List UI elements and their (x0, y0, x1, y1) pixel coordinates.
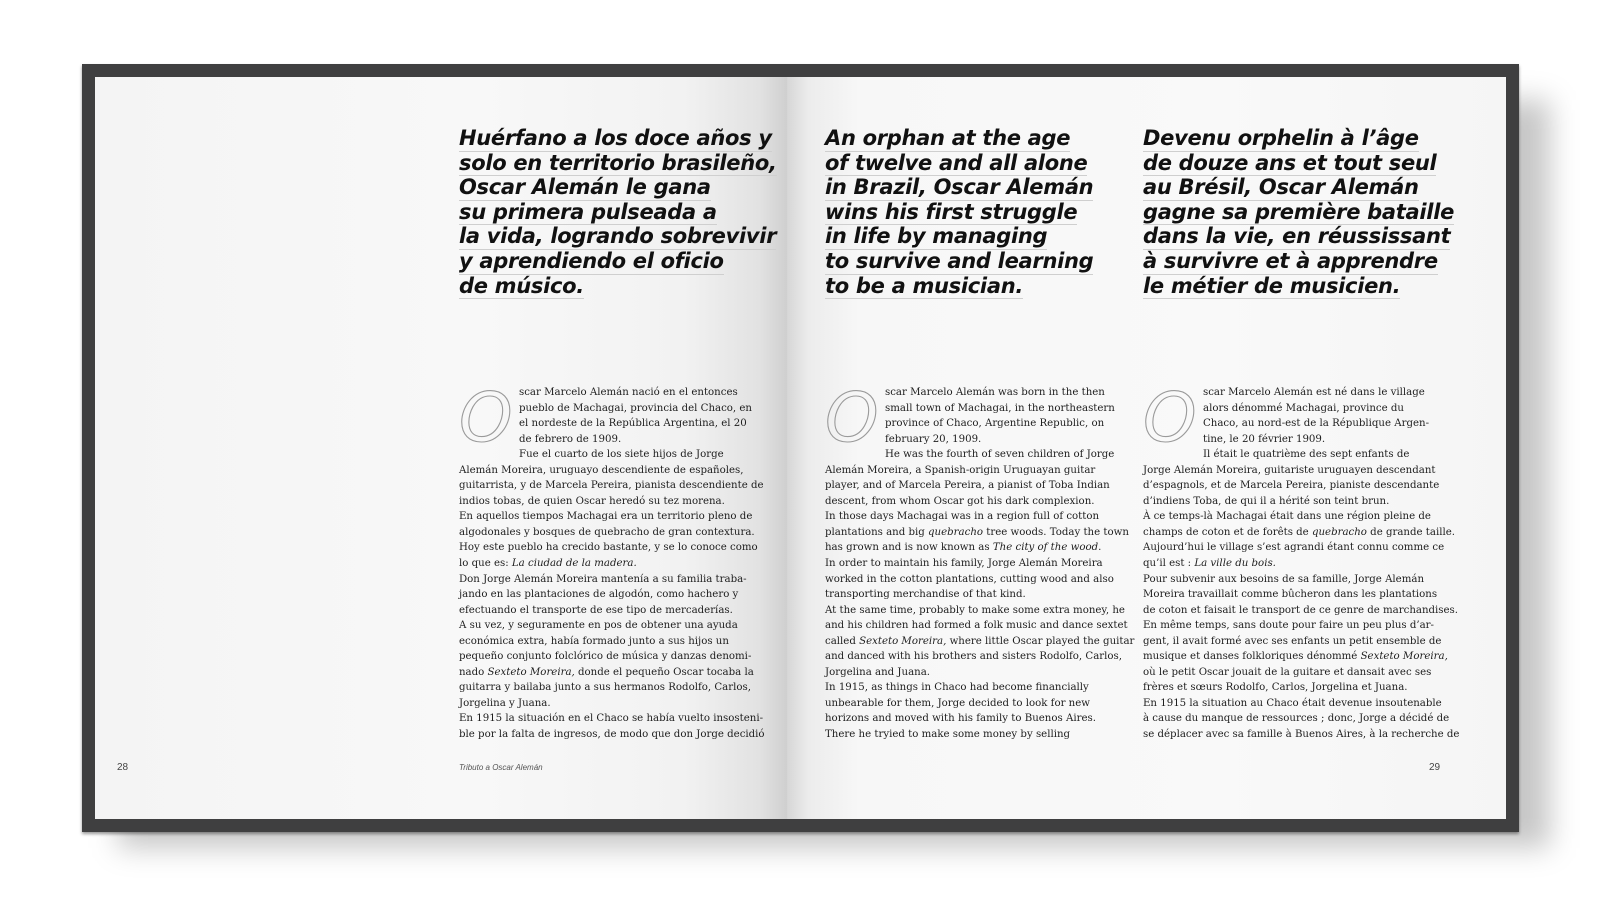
body-line: Hoy este pueblo ha crecido bastante, y se lo conoce como (459, 542, 758, 554)
body-line: A su vez, y seguramente en pos de obtener una ayuda (459, 620, 738, 632)
headline-line: de douze ans et tout seul (1143, 150, 1437, 175)
body-line: and his children had formed a folk music and dance sextet (825, 620, 1128, 632)
headline-line: wins his first struggle (825, 199, 1078, 224)
headline-line: le métier de musicien. (1143, 273, 1401, 298)
body-line: Fue el cuarto de los siete hijos de Jorge (519, 449, 724, 461)
drop-cap: O (825, 379, 879, 458)
body-line: frères et sœurs Rodolfo, Carlos, Jorgelina et Juana. (1143, 682, 1408, 694)
page-number-right: 29 (1429, 762, 1441, 773)
body-line: february 20, 1909. (885, 433, 982, 445)
headline-line: Devenu orphelin à l’âge (1143, 126, 1419, 150)
body-line: guitarrista, y de Marcela Pereira, pianista descendiente de (459, 480, 764, 492)
body-line: In those days Machagai was in a region full of cotton (825, 511, 1100, 523)
body-line: Jorgelina y Juana. (459, 697, 551, 709)
body-line: efectuando el transporte de ese tipo de mercaderías. (459, 604, 733, 616)
body-line: has grown and is now known as The city of the wood. (825, 542, 1102, 554)
body-line: el nordeste de la República Argentina, el 20 (519, 418, 747, 430)
english-headline (825, 127, 1093, 299)
body-line: pueblo de Machagai, provincia del Chaco, en (519, 402, 752, 414)
body-line: Don Jorge Alemán Moreira mantenía a su familia traba- (459, 573, 747, 585)
headline-line: la vida, logrando sobrevivir (459, 224, 777, 249)
body-line: horizons and moved with his family to Buenos Aires. (825, 713, 1096, 725)
headline-line: to survive and learning (825, 248, 1094, 273)
body-line: nado Sexteto Moreira, donde el pequeño Oscar tocaba la (459, 666, 754, 678)
body-line: Aujourd’hui le village s’est agrandi étant connu comme ce (1143, 542, 1445, 554)
body-line: province of Chaco, Argentine Republic, on (885, 418, 1105, 430)
headline-line: à survivre et à apprendre (1143, 248, 1438, 273)
spanish-body-text (459, 379, 765, 743)
body-line: scar Marcelo Alemán nació en el entonces (519, 387, 738, 398)
body-line: jando en las plantaciones de algodón, como hachero y (459, 589, 739, 601)
body-line: called Sexteto Moreira, where little Oscar played the guitar (825, 635, 1135, 647)
body-line: En 1915 la situación en el Chaco se había vuelto insosteni- (459, 713, 764, 725)
drop-cap: O (459, 379, 513, 458)
headline-line: dans la vie, en réussissant (1143, 224, 1451, 249)
body-line: En aquellos tiempos Machagai era un territorio pleno de (459, 511, 753, 523)
body-line: worked in the cotton plantations, cutting wood and also (825, 573, 1114, 585)
body-line: scar Marcelo Alemán was born in the then (885, 387, 1105, 398)
body-line: lo que es: La ciudad de la madera. (459, 558, 637, 570)
body-line: où le petit Oscar jouait de la guitare et dansait avec ses (1143, 666, 1432, 678)
french-column (1143, 77, 1460, 777)
body-line: qu’il est : La ville du bois. (1143, 558, 1276, 570)
headline-line: An orphan at the age (825, 126, 1071, 150)
left-page (95, 77, 787, 819)
body-line: Alemán Moreira, uruguayo descendiente de españoles, (459, 464, 744, 476)
body-line: Chaco, au nord-est de la République Argen- (1203, 418, 1430, 430)
body-line: unbearable for them, Jorge decided to look for new (825, 697, 1090, 709)
body-line: à cause du manque de ressources ; donc, Jorge a décidé de (1143, 713, 1450, 725)
body-line: In order to maintain his family, Jorge Alemán Moreira (825, 558, 1103, 570)
body-line: musique et danses folkloriques dénommé Sexteto Moreira, (1143, 651, 1448, 663)
body-line: gent, il avait formé avec ses enfants un petit ensemble de (1143, 635, 1442, 647)
body-line: scar Marcelo Alemán est né dans le village (1203, 387, 1425, 398)
body-line: He was the fourth of seven children of Jorge (885, 449, 1115, 461)
headline-line: y aprendiendo el oficio (459, 248, 724, 273)
body-line: Pour subvenir aux besoins de sa famille, Jorge Alemán (1143, 573, 1425, 585)
headline-line: solo en territorio brasileño, (459, 150, 777, 175)
french-headline (1143, 127, 1454, 299)
body-line: pequeño conjunto folclórico de música y danzas denomi- (459, 651, 752, 663)
headline-line: su primera pulseada a (459, 199, 717, 224)
headline-line: Huérfano a los doce años y (459, 126, 772, 150)
body-line: and danced with his brothers and sisters Rodolfo, Carlos, (825, 651, 1123, 663)
book-spread (82, 64, 1519, 832)
headline-line: gagne sa première bataille (1143, 199, 1455, 224)
body-line: In 1915, as things in Chaco had become financially (825, 682, 1089, 694)
body-line: se déplacer avec sa famille à Buenos Aires, à la recherche de (1143, 729, 1460, 741)
body-line: plantations and big quebracho tree woods. Today the town (825, 526, 1129, 538)
body-line: tine, le 20 février 1909. (1203, 433, 1326, 445)
body-line: There he tryied to make some money by selling (825, 729, 1071, 741)
body-line: Jorgelina and Juana. (825, 666, 931, 678)
headline-line: au Brésil, Oscar Alemán (1143, 175, 1419, 200)
headline-line: Oscar Alemán le gana (459, 175, 711, 200)
body-line: À ce temps-là Machagai était dans une région pleine de (1143, 511, 1431, 523)
body-line: transporting merchandise of that kind. (825, 589, 1026, 601)
headline-line: in life by managing (825, 224, 1048, 249)
body-line: Alemán Moreira, a Spanish-origin Uruguayan guitar (825, 464, 1096, 476)
body-line: ble por la falta de ingresos, de modo que don Jorge decidió (459, 729, 765, 741)
body-line: indios tobas, de quien Oscar heredó su tez morena. (459, 495, 725, 507)
headline-line: to be a musician. (825, 273, 1024, 298)
spanish-column (459, 77, 777, 777)
english-body-text (825, 379, 1135, 743)
body-line: At the same time, probably to make some extra money, he (825, 604, 1125, 616)
body-line: Jorge Alemán Moreira, guitariste uruguayen descendant (1143, 464, 1436, 476)
body-line: champs de coton et de forêts de quebracho de grande taille. (1143, 526, 1455, 538)
headline-line: of twelve and all alone (825, 150, 1088, 175)
body-line: En même temps, sans doute pour faire un peu plus d’ar- (1143, 620, 1434, 632)
body-line: player, and of Marcela Pereira, a pianist of Toba Indian (825, 480, 1110, 492)
french-body-text (1143, 379, 1460, 743)
body-line: Moreira travaillait comme bûcheron dans les plantations (1143, 589, 1438, 601)
spanish-headline (459, 127, 777, 299)
body-line: descent, from whom Oscar got his dark complexion. (825, 495, 1095, 507)
running-title: Tributo a Oscar Alemán (459, 763, 543, 772)
body-line: En 1915 la situation au Chaco était devenue insoutenable (1143, 697, 1442, 709)
body-line: económica extra, había formado junto a sus hijos un (459, 635, 729, 647)
right-page (787, 77, 1506, 819)
body-line: guitarra y bailaba junto a sus hermanos Rodolfo, Carlos, (459, 682, 751, 694)
body-line: d’indiens Toba, de qui il a hérité son teint brun. (1143, 495, 1390, 507)
english-column (825, 77, 1135, 777)
headline-line: de músico. (459, 273, 584, 298)
body-line: d’espagnols, et de Marcela Pereira, pianiste descendante (1143, 480, 1440, 492)
drop-cap: O (1143, 379, 1197, 458)
body-line: small town of Machagai, in the northeastern (885, 402, 1115, 414)
headline-line: in Brazil, Oscar Alemán (825, 175, 1094, 200)
body-line: de coton et faisait le transport de ce genre de marchandises. (1143, 604, 1459, 616)
body-line: de febrero de 1909. (519, 433, 622, 445)
body-line: Il était le quatrième des sept enfants de (1203, 449, 1410, 461)
body-line: algodonales y bosques de quebracho de gran contextura. (459, 526, 755, 538)
page-number-left: 28 (117, 762, 129, 773)
body-line: alors dénommé Machagai, province du (1203, 402, 1404, 414)
